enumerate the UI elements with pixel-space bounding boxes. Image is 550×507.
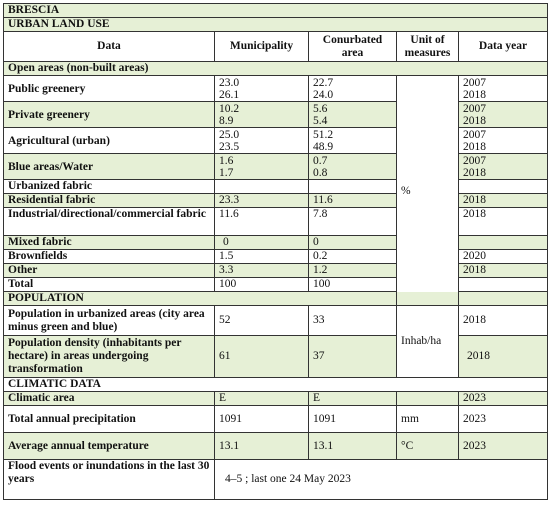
cell-municipality: E — [215, 392, 309, 406]
section-climatic-data: CLIMATIC DATA — [4, 378, 548, 392]
row-label-total: Total — [4, 278, 215, 292]
open-areas-label: Open areas (non-built areas) — [4, 62, 548, 76]
cell-municipality: 3.3 — [215, 264, 309, 278]
row-label-temperature: Average annual temperature — [4, 433, 215, 460]
cell-conurbated: 0.7 0.8 — [309, 154, 397, 180]
cell-year: 2007 2018 — [459, 102, 548, 128]
cell-conurbated: 13.1 — [309, 433, 397, 460]
cell-conurbated: 1.2 — [309, 264, 397, 278]
header-year: Data year — [459, 32, 548, 62]
cell-year: 2020 — [459, 250, 548, 264]
cell-conurbated: 100 — [309, 278, 397, 292]
cell-year — [459, 236, 548, 250]
cell-conurbated: 51.2 48.9 — [309, 128, 397, 154]
cell-year: 2023 — [459, 392, 548, 406]
row-label-urbanized-fabric: Urbanized fabric — [4, 180, 215, 194]
row-label-climatic-area: Climatic area — [4, 392, 215, 406]
cell-municipality: 10.2 8.9 — [215, 102, 309, 128]
cell-year — [459, 180, 548, 194]
row-label-residential: Residential fabric — [4, 194, 215, 208]
header-unit: Unit of measures — [397, 32, 459, 62]
cell-year: 2007 2018 — [459, 128, 548, 154]
cell-conurbated: 0.2 — [309, 250, 397, 264]
row-label-brownfields: Brownfields — [4, 250, 215, 264]
row-label-blue-areas: Blue areas/Water — [4, 154, 215, 180]
cell-unit: mm — [397, 406, 459, 433]
unit-inhab-ha: Inhab/ha — [397, 306, 459, 378]
row-label-public-greenery: Public greenery — [4, 76, 215, 102]
cell-year: 2007 2018 — [459, 154, 548, 180]
city-title: BRESCIA — [4, 4, 548, 18]
cell-unit: °C — [397, 433, 459, 460]
row-label-private-greenery: Private greenery — [4, 102, 215, 128]
section-urban-land-use: URBAN LAND USE — [4, 18, 548, 32]
cell-conurbated: 37 — [309, 336, 397, 378]
unit-percent: % — [397, 76, 459, 306]
cell-municipality: 25.0 23.5 — [215, 128, 309, 154]
cell-conurbated: 7.8 — [309, 208, 397, 236]
cell-municipality: 23.0 26.1 — [215, 76, 309, 102]
row-label-population-urbanized: Population in urbanized areas (city area minus green and blue) — [4, 306, 215, 336]
cell-year: 2018 — [459, 194, 548, 208]
cell-conurbated: 5.6 5.4 — [309, 102, 397, 128]
brescia-data-table — [3, 3, 548, 500]
row-label-agricultural: Agricultural (urban) — [4, 128, 215, 154]
cell-year: 2018 — [459, 336, 548, 378]
header-municipality: Municipality — [215, 32, 309, 62]
row-label-population-density: Population density (inhabitants per hectare) in areas undergoing transformation — [4, 336, 215, 378]
cell-year: 2023 — [459, 406, 548, 433]
cell-municipality: 11.6 — [215, 208, 309, 236]
cell-municipality: 0 — [215, 236, 309, 250]
row-label-industrial: Industrial/directional/commercial fabric — [4, 208, 215, 236]
cell-municipality: 1091 — [215, 406, 309, 433]
cell-municipality: 61 — [215, 336, 309, 378]
cell-municipality: 52 — [215, 306, 309, 336]
header-conurbated: Conurbated area — [309, 32, 397, 62]
cell-municipality: 100 — [215, 278, 309, 292]
cell-conurbated: 0 — [309, 236, 397, 250]
cell-municipality — [215, 180, 309, 194]
cell-conurbated: 1091 — [309, 406, 397, 433]
row-label-other: Other — [4, 264, 215, 278]
cell-conurbated: 11.6 — [309, 194, 397, 208]
cell-year: 2018 — [459, 208, 548, 236]
cell-unit — [397, 392, 459, 406]
cell-year: 2018 — [459, 264, 548, 278]
row-label-mixed: Mixed fabric — [4, 236, 215, 250]
cell-conurbated: E — [309, 392, 397, 406]
cell-year — [459, 278, 548, 292]
cell-conurbated: 33 — [309, 306, 397, 336]
cell-flood-value: 4–5 ; last one 24 May 2023 — [215, 460, 548, 500]
cell-municipality: 1.6 1.7 — [215, 154, 309, 180]
cell-year: 2007 2018 — [459, 76, 548, 102]
cell-municipality: 23.3 — [215, 194, 309, 208]
section-population: POPULATION — [4, 292, 548, 306]
cell-year: 2018 — [459, 306, 548, 336]
cell-conurbated: 22.7 24.0 — [309, 76, 397, 102]
row-label-flood-events: Flood events or inundations in the last 30 years — [4, 460, 215, 500]
cell-municipality: 1.5 — [215, 250, 309, 264]
row-label-precipitation: Total annual precipitation — [4, 406, 215, 433]
header-data: Data — [4, 32, 215, 62]
cell-municipality: 13.1 — [215, 433, 309, 460]
cell-conurbated — [309, 180, 397, 194]
cell-year: 2023 — [459, 433, 548, 460]
